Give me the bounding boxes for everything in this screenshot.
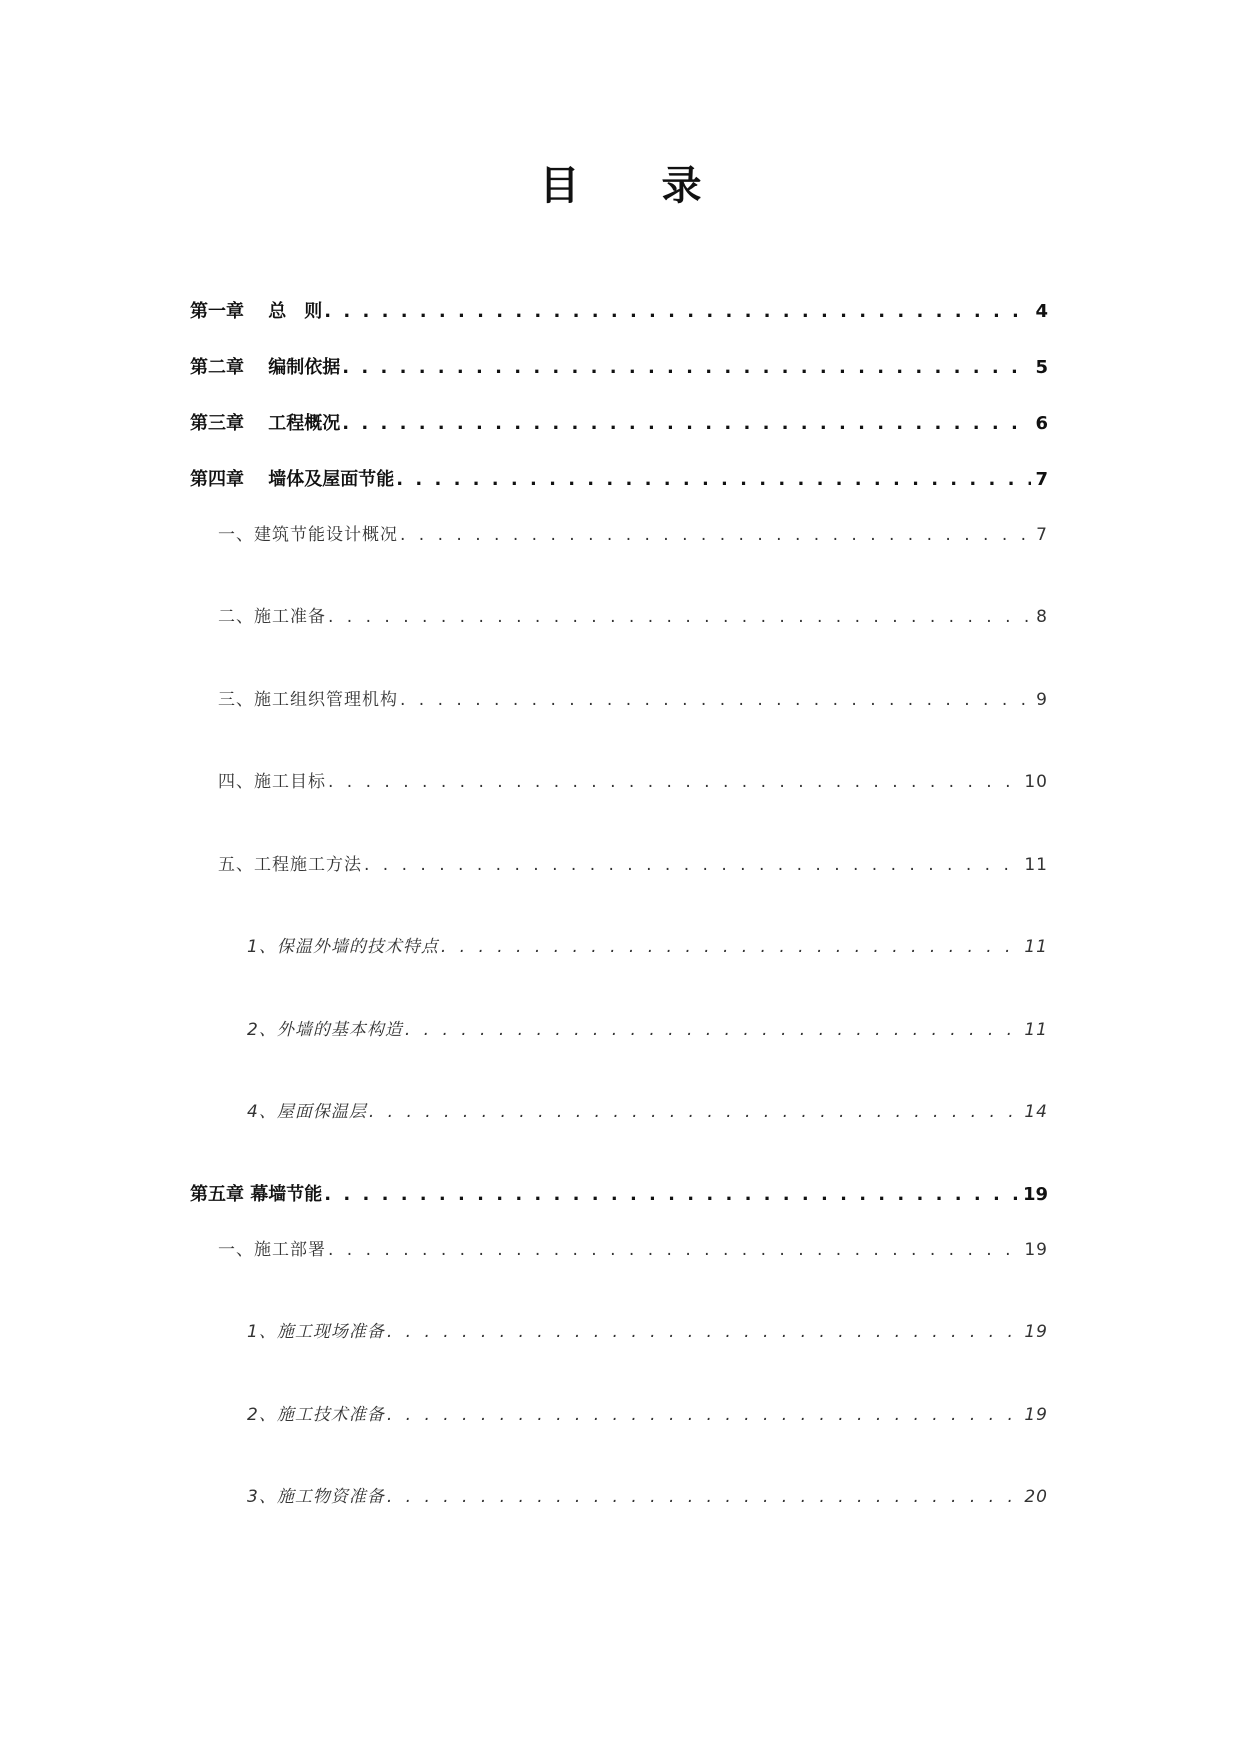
toc-entry-section[interactable] (218, 521, 1048, 549)
toc-entry-chapter-3[interactable] (190, 410, 1048, 438)
toc-page-number: 11 (1024, 855, 1048, 875)
toc-entry-section[interactable] (218, 686, 1048, 714)
toc-leader-dots (328, 603, 1032, 631)
toc-title: 目 录 (539, 162, 736, 209)
toc-page-number: 19 (1024, 1322, 1048, 1342)
toc-leader-dots (387, 1318, 1021, 1346)
toc-entry-subsection[interactable] (247, 1318, 1048, 1346)
toc-leader-dots (387, 1483, 1021, 1511)
toc-entry-section[interactable] (218, 603, 1048, 631)
toc-page-number: 7 (1036, 525, 1048, 545)
toc-entry-label: 一、施工部署 (218, 1240, 326, 1260)
toc-entry-label: 3、施工物资准备 (247, 1487, 385, 1507)
toc-entry-subsection[interactable] (247, 1098, 1048, 1126)
toc-entry-label: 一、建筑节能设计概况 (218, 525, 398, 545)
toc-entry-label: 1、保温外墙的技术特点 (247, 937, 439, 957)
toc-entry-section[interactable] (218, 851, 1048, 879)
toc-entry-subsection[interactable] (247, 933, 1048, 961)
toc-entry-chapter-5[interactable] (190, 1181, 1048, 1209)
toc-leader-dots (328, 768, 1020, 796)
toc-page-number: 19 (1024, 1240, 1048, 1260)
toc-entry-label: 第一章 总 则 (190, 301, 323, 322)
toc-entry-label: 二、施工准备 (218, 607, 326, 627)
toc-leader-dots (328, 1236, 1020, 1264)
toc-page-number: 8 (1036, 607, 1048, 627)
toc-page-number: 9 (1036, 690, 1048, 710)
toc-page-number: 19 (1022, 1184, 1048, 1205)
toc-entry-section[interactable] (218, 768, 1048, 796)
toc-entry-label: 4、屋面保温层 (247, 1102, 367, 1122)
toc-leader-dots (400, 686, 1032, 714)
toc-leader-dots (324, 1181, 1019, 1209)
toc-leader-dots (364, 851, 1020, 879)
toc-entry-subsection[interactable] (247, 1016, 1048, 1044)
toc-entry-label: 第四章 墙体及屋面节能 (190, 469, 395, 490)
toc-entry-subsection[interactable] (247, 1483, 1048, 1511)
toc-page-number: 11 (1024, 1020, 1048, 1040)
toc-entry-section[interactable] (218, 1236, 1048, 1264)
toc-entry-label: 三、施工组织管理机构 (218, 690, 398, 710)
toc-entry-label: 五、工程施工方法 (218, 855, 362, 875)
toc-entry-label: 四、施工目标 (218, 772, 326, 792)
toc-entry-label: 第二章 编制依据 (190, 357, 341, 378)
toc-entry-subsection[interactable] (247, 1401, 1048, 1429)
toc-leader-dots (342, 410, 1031, 438)
toc-entry-label: 2、施工技术准备 (247, 1405, 385, 1425)
toc-entry-chapter-4[interactable] (190, 466, 1048, 494)
toc-page-number: 4 (1035, 301, 1048, 322)
toc-entry-label: 第五章 幕墙节能 (190, 1184, 323, 1205)
toc-page-number: 5 (1035, 357, 1048, 378)
toc-page-number: 11 (1024, 937, 1048, 957)
toc-leader-dots (441, 933, 1021, 961)
toc-leader-dots (369, 1098, 1021, 1126)
toc-page-number: 14 (1024, 1102, 1048, 1122)
toc-entry-chapter-1[interactable] (190, 298, 1048, 326)
toc-entry-label: 第三章 工程概况 (190, 413, 341, 434)
toc-leader-dots (342, 354, 1031, 382)
toc-page-number: 6 (1035, 413, 1048, 434)
toc-page-number: 19 (1024, 1405, 1048, 1425)
toc-page-number: 7 (1035, 469, 1048, 490)
toc-entry-chapter-2[interactable] (190, 354, 1048, 382)
toc-leader-dots (387, 1401, 1021, 1429)
toc-entry-label: 2、外墙的基本构造 (247, 1020, 403, 1040)
toc-leader-dots (396, 466, 1031, 494)
toc-page-number: 20 (1024, 1487, 1048, 1507)
toc-leader-dots (405, 1016, 1021, 1044)
toc-entry-label: 1、施工现场准备 (247, 1322, 385, 1342)
toc-page-number: 10 (1024, 772, 1048, 792)
toc-leader-dots (400, 521, 1032, 549)
toc-leader-dots (324, 298, 1031, 326)
